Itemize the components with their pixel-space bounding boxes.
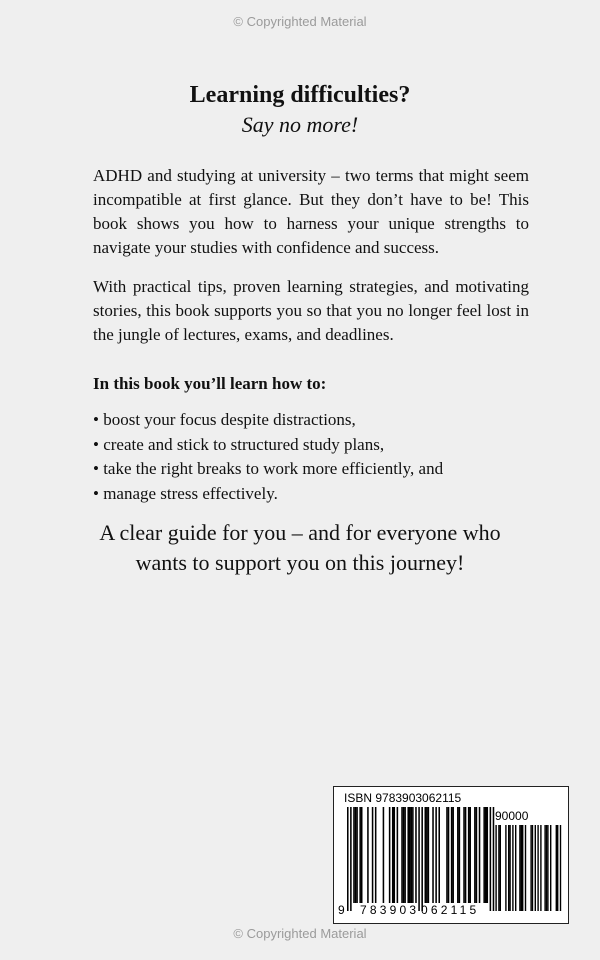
barcode-bar [389,807,391,903]
addon-bar [560,825,561,911]
barcode-bar [367,807,369,903]
addon-bar [537,825,538,911]
barcode-bar [347,807,349,911]
barcode-bar [355,807,357,903]
barcode-bar [451,807,453,903]
barcode-bar [425,807,427,903]
barcode-bar [409,807,411,903]
barcode-bar [403,807,405,903]
addon-bar [522,825,523,911]
barcode-bar [392,807,394,903]
barcode-bar [435,807,437,903]
barcode-bar [407,807,409,903]
barcode-bar [479,807,481,903]
addon-bar [495,825,496,911]
barcode-bar [415,807,417,903]
addon-bar [508,825,509,911]
addon-bar [532,825,533,911]
barcode-bar [485,807,487,903]
closing-line-2: wants to support you on this journey! [135,550,465,575]
isbn-label: ISBN 9783903062115 [344,791,462,805]
intro-paragraph: ADHD and studying at university – two terms that might seem incompatible at first glance. But they don’t have to be! This book shows you how to harness your unique strengths to navigate your studies with confidence and success. [93,166,529,257]
addon-bar [547,825,548,911]
closing-statement [0,518,600,578]
barcode-bar [350,807,352,911]
barcode-bar [476,807,478,903]
addon-bar [544,825,545,911]
barcode-bar [432,807,434,903]
barcode-bar [411,807,413,903]
barcode-bar [375,807,377,903]
barcode-bar [353,807,355,903]
barcode-bar [421,807,423,911]
barcode-bar [459,807,461,903]
list-item: • boost your focus despite distractions, [93,410,356,429]
addon-bar [512,825,513,911]
copyright-watermark-top: © Copyrighted Material [233,14,367,29]
barcode-bar [412,807,414,903]
barcode-bar [463,807,465,903]
barcode-bar [483,807,485,903]
addon-bar [519,825,520,911]
barcode-bar [404,807,406,903]
addon-bar [505,825,506,911]
addon-bar [556,825,557,911]
barcode-bar [401,807,403,903]
barcode-bar [438,807,440,903]
list-item: • create and stick to structured study plans, [93,434,385,454]
barcode-bar [493,807,495,911]
barcode-bar [418,807,420,911]
barcode-bar [359,807,361,903]
barcode-bar [487,807,489,903]
addon-bar [515,825,516,911]
barcode-bar [469,807,471,903]
back-cover-subheading: Say no more! [241,112,359,137]
barcode-bar [397,807,399,903]
second-paragraph: With practical tips, proven learning strategies, and motivating stories, this book supports you so that you no longer feel lost in the jungle of lectures, exams, and deadlines. [93,277,529,344]
barcode-bar [361,807,363,903]
barcode-bar [465,807,467,903]
addon-bar [557,825,558,911]
list-item: • take the right breaks to work more efficiently, and [93,459,444,478]
price-addon-label: 90000 [495,809,529,823]
barcode-bar [356,807,358,903]
barcode-bar [490,807,492,911]
barcode-bar [474,807,476,903]
list-item: • manage stress effectively. [93,483,278,503]
addon-bar [509,825,510,911]
learn-list-heading: In this book you’ll learn how to: [93,374,327,393]
addon-bar [550,825,551,911]
addon-bar [540,825,541,911]
barcode-bar [448,807,450,903]
ean-right-digits: 062115 [421,903,480,917]
addon-bar [498,825,499,911]
barcode-bar [446,807,448,903]
barcode-bar [426,807,428,903]
addon-bar [525,825,526,911]
copyright-watermark-bottom: © Copyrighted Material [233,926,367,941]
back-cover-heading: Learning difficulties? [189,82,411,108]
barcode-bar [452,807,454,903]
addon-bar [521,825,522,911]
barcode-bar [457,807,459,903]
ean-left-digits: 783903 [360,903,420,917]
addon-bar [500,825,501,911]
learn-list [93,408,443,506]
barcode-bar [372,807,374,903]
addon-bar [546,825,547,911]
barcode-bar [468,807,470,903]
addon-bar [535,825,536,911]
closing-line-1: A clear guide for you – and for everyone who [99,520,501,545]
barcode-bar [383,807,385,903]
addon-bar [530,825,531,911]
barcode-bar [428,807,430,903]
barcode-bar [394,807,396,903]
ean-lead-digit: 9 [338,903,345,917]
isbn-barcode [333,786,569,924]
